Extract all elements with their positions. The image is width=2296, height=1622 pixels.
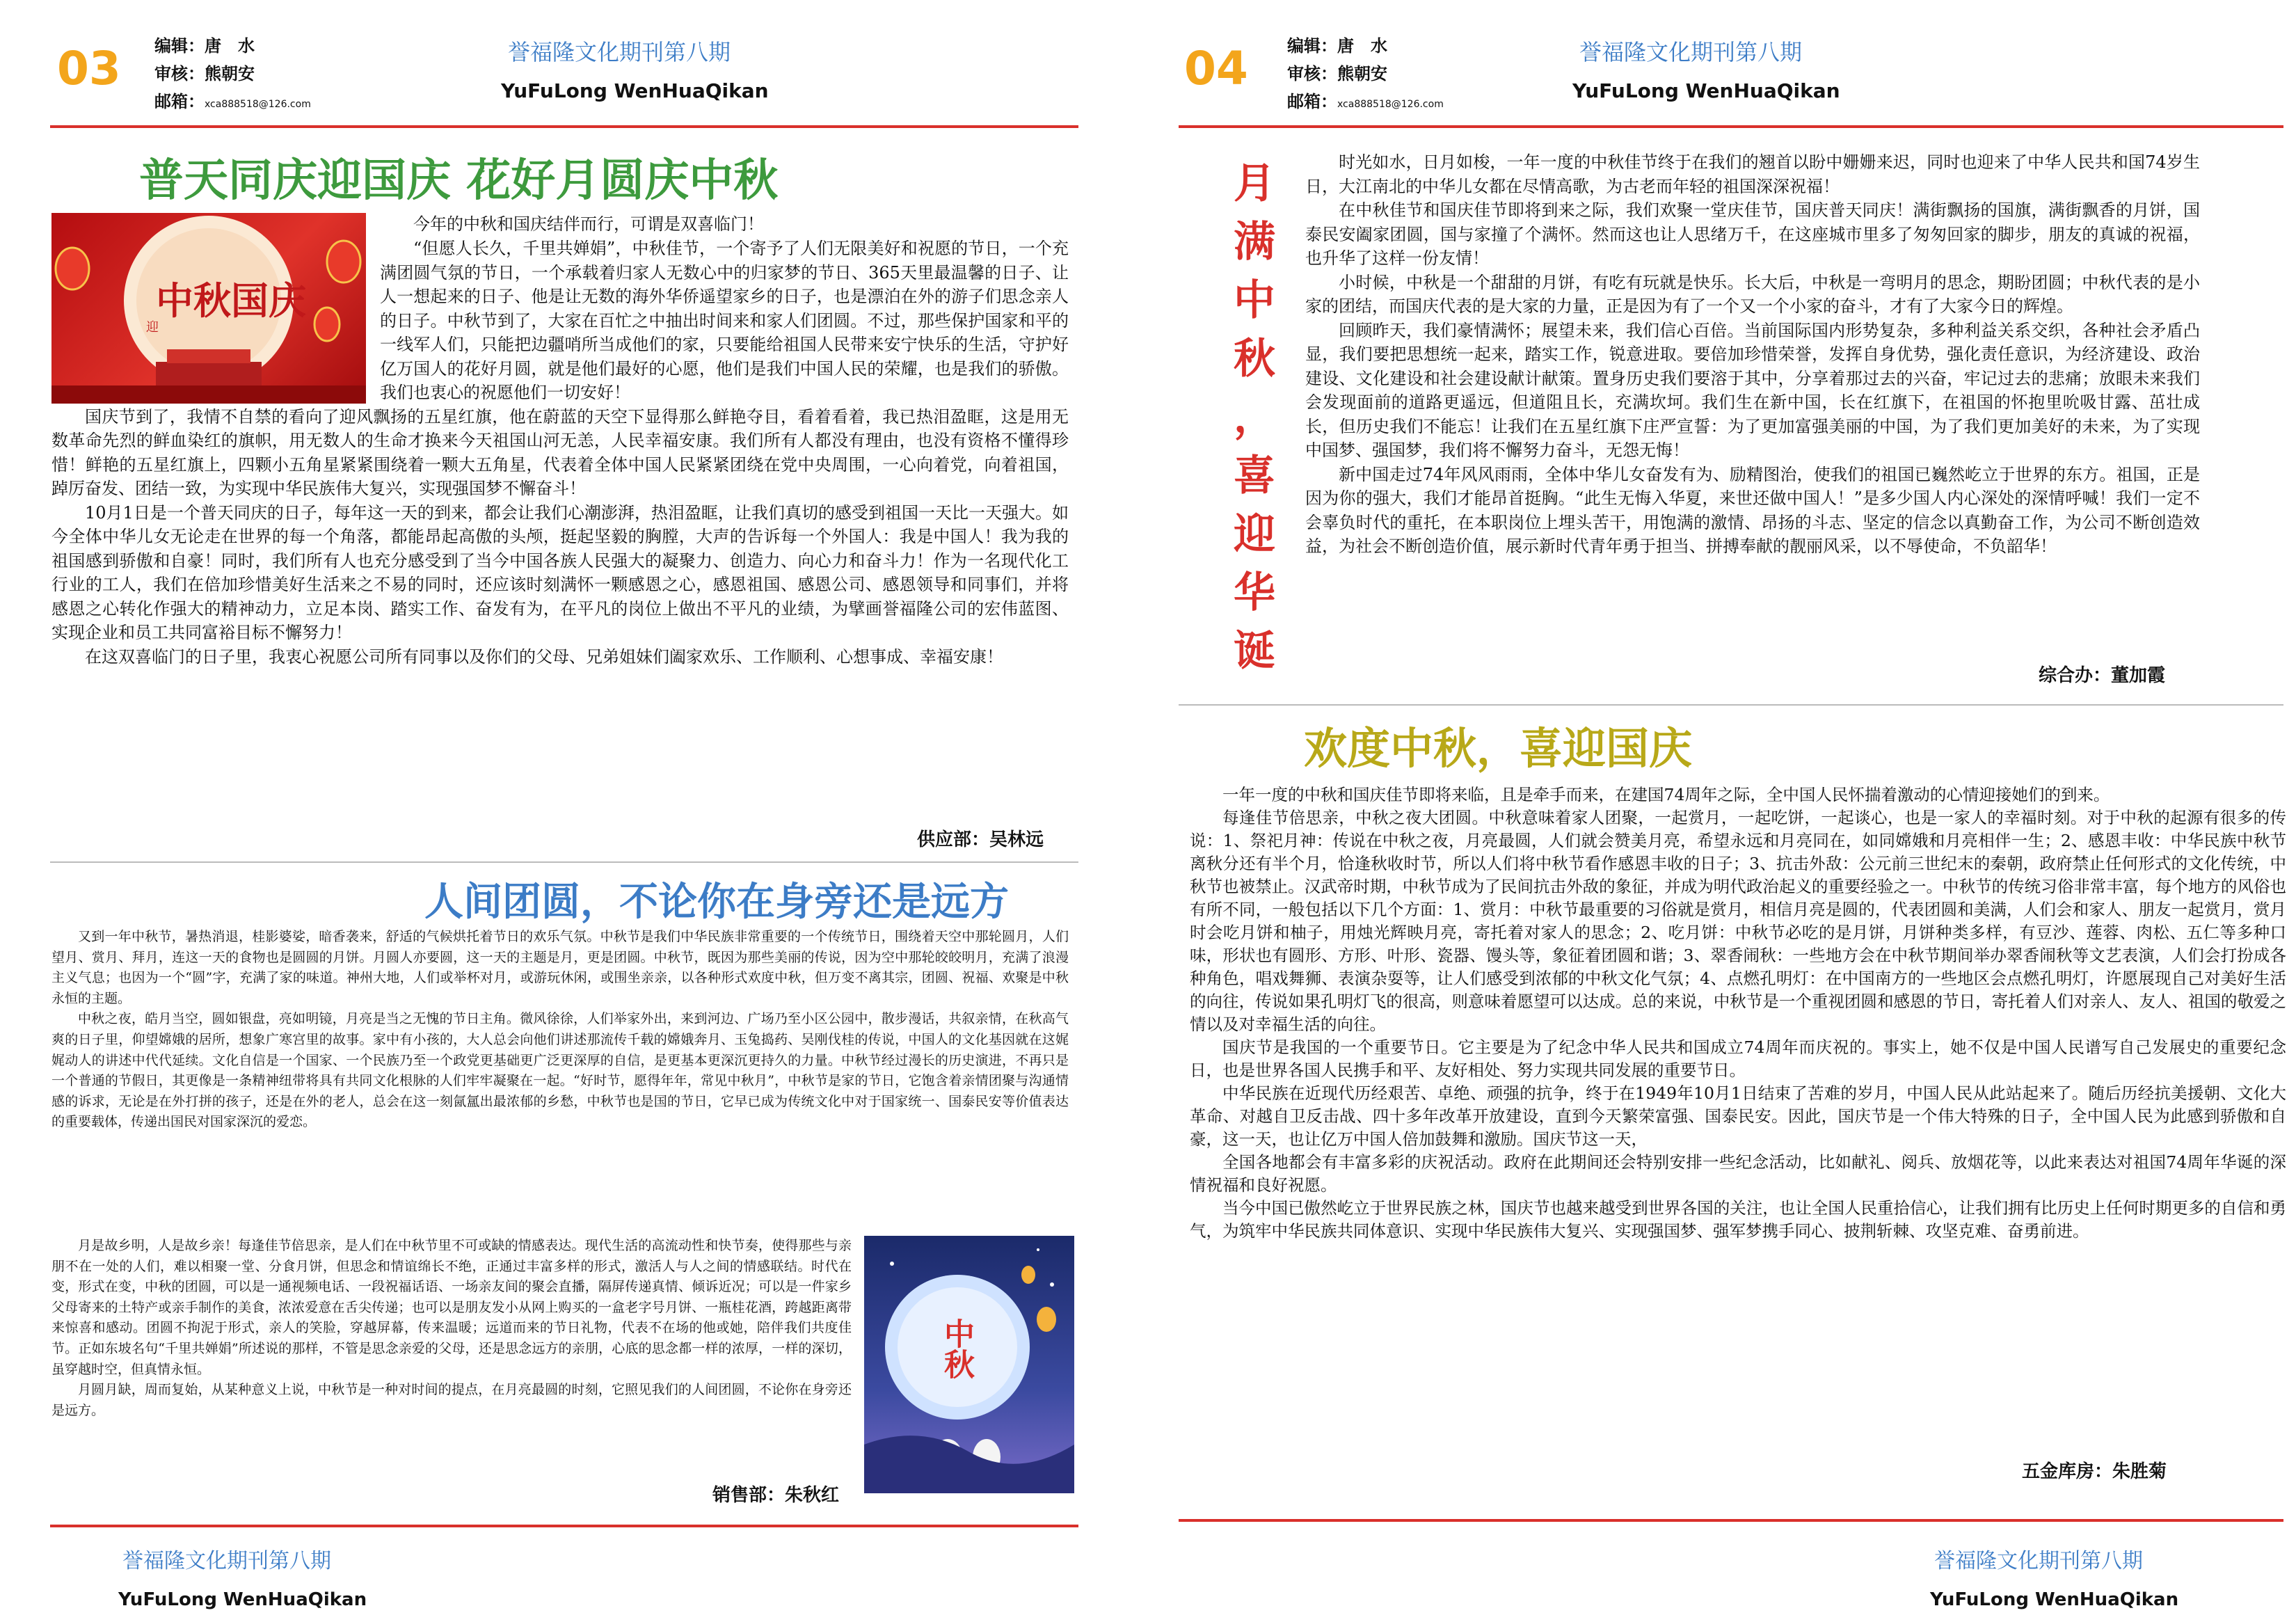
vertical-title-char: 华 xyxy=(1234,569,1275,617)
header-divider xyxy=(1179,125,2283,128)
vertical-title-char: 满 xyxy=(1234,218,1275,267)
paragraph: 国庆节到了，我情不自禁的看向了迎风飘扬的五星红旗，他在蔚蓝的天空下显得那么鲜艳夺目，看着看着，我已热泪盈眶，这是用无数革命先烈的鲜血染红的旗帜，用无数人的生命才换来今天祖国山河无恙，人民幸福安康。我们所有人都没有理由，也没有资格不懂得珍惜！鲜艳的五星红旗上，四颗小五角星紧紧围绕着一颗大五角星，代表着全体中国人民紧紧团绕在党中央周围，一心向着党，向着祖国，踔厉奋发、团结一致，为实现中华民族伟大复兴，实现强国梦不懈奋斗！ xyxy=(51,406,1069,498)
paragraph: 在这双喜临门的日子里，我衷心祝愿公司所有同事以及你们的父母、兄弟姐妹们阖家欢乐、工作顺利、心想事成、幸福安康！ xyxy=(85,646,1003,667)
section-divider xyxy=(1179,704,2283,706)
article-body xyxy=(1190,784,2286,1243)
reviewer-label: 审核：熊朝安 xyxy=(154,64,255,84)
paragraph: 每逢佳节倍思亲，中秋之夜大团圆。中秋意味着家人团聚，一起赏月，一起吃饼，一起谈心，也是一家人的幸福时刻。对于中秋的起源有很多的传说：1、祭祀月神：传说在中秋之夜，月亮最圆，人们就会赞美月亮，希望永远和月亮同在，如同嫦娥和月亮相伴一生；2、感恩丰收：中华民族中秋节离秋分还有半个月，恰逢秋收时节，所以人们将中秋节看作感恩丰收的日子；3、抗击外敌：公元前三世纪末的秦朝，政府禁止任何形式的文化传统，中秋节也被禁止。汉武帝时期，中秋节成为了民间抗击外敌的象征，并成为明代政治起义的重要经验之一。中秋节的传统习俗非常丰富，每个地方的风俗也有所不同，一般包括以下几个方面：1、赏月：中秋节最重要的习俗就是赏月，相信月亮是圆的，代表团圆和美满，人们会和家人、朋友一起赏月，赏月时会吃月饼和柚子，用烛光辉映月亮，寄托着对家人的思念；2、吃月饼：中秋节必吃的是月饼，月饼种类多样，有豆沙、莲蓉、肉松、五仁等多种口味，形状也有圆形、方形、叶形、瓷器、馒头等，象征着团圆和谐；3、翠香闹秋：一些地方会在中秋节期间举办翠香闹秋等文艺表演，人们会打扮成各种角色，唱戏舞狮、表演杂耍等，让人们感受到浓郁的中秋文化气氛；4、点燃孔明灯：在中国南方的一些地区会点燃孔明灯，许愿展现自己对美好生活的向往，传说如果孔明灯飞的很高，则意味着愿望可以达成。总的来说，中秋节是一个重视团圆和感恩的节日，寄托着人们对亲人、友人、祖国的敬爱之情以及对幸福生活的向往。 xyxy=(1190,808,2286,1034)
page-left xyxy=(0,0,1127,1622)
byline: 综合办：董加霞 xyxy=(2039,665,2166,686)
page-number: 03 xyxy=(57,42,121,95)
paragraph: 回顾昨天，我们豪情满怀；展望未来，我们信心百倍。当前国际国内形势复杂，多种利益关系交织，各种社会矛盾凸显，我们要把思想统一起来，踏实工作，锐意进取。要倍加珍惜荣誉，发挥自身优势，强化责任意识，为经济建设、政治建设、文化建设和社会建设献计献策。置身历史我们要溶于其中，分享着那过去的兴奋，牢记过去的悲痛；放眼未来我们会发现面前的道路更遥远，但道阻且长，充满坎坷。我们生在新中国，长在红旗下，在祖国的怀抱里吮吸甘露、茁壮成长，但历史我们不能忘！让我们在五星红旗下庄严宣誓：为了更加富强美丽的中国，为了我们更加美好的未来，为了实现中国梦、强国梦，我们将不懈努力奋斗，无怨无悔！ xyxy=(1305,320,2200,460)
article-intro xyxy=(380,212,1069,237)
article-body-wrapped xyxy=(51,1236,852,1421)
footer-divider xyxy=(1179,1519,2283,1522)
journal-title-en: YuFuLong WenHuaQikan xyxy=(118,1589,367,1610)
journal-title-en: YuFuLong WenHuaQikan xyxy=(1930,1589,2179,1610)
moon-rabbits-image xyxy=(864,1236,1074,1493)
journal-title-cn: 誉福隆文化期刊第八期 xyxy=(508,39,731,65)
journal-title-cn: 誉福隆文化期刊第八期 xyxy=(122,1549,331,1573)
article-title: 人间团圆，不论你在身旁还是远方 xyxy=(424,880,1009,925)
vertical-title-char: 诞 xyxy=(1234,627,1275,676)
journal-title-cn: 誉福隆文化期刊第八期 xyxy=(1579,39,1803,65)
journal-header xyxy=(1572,35,1840,102)
byline: 供应部：吴林远 xyxy=(917,829,1044,850)
email-line xyxy=(154,88,311,118)
paragraph: 10月1日是一个普天同庆的日子，每年这一天的到来，都会让我们心潮澎湃，热泪盈眶，让我们真切的感受到祖国一天比一天强大。如今全体中华儿女无论走在世界的每一个角落，都能昂起高傲的头颅，挺起坚毅的胸膛，大声的告诉每一个外国人：我是中国人！我为我的祖国感到骄傲和自豪！同时，我们所有人也充分感受到了当今中国各族人民强大的凝聚力、创造力、向心力和奋斗力！作为一名现代化工行业的工人，我们在倍加珍惜美好生活来之不易的同时，还应该时刻满怀一颗感恩之心，感恩祖国、感恩公司、感恩领导和同事们，并将感恩之心转化作强大的精神动力，立足本岗、踏实工作、奋发有为，在平凡的岗位上做出不平凡的业绩，为擘画誉福隆公司的宏伟蓝图、实现企业和员工共同富裕目标不懈努力！ xyxy=(51,502,1069,642)
page-number: 04 xyxy=(1184,42,1248,95)
article-body xyxy=(51,927,1069,1133)
vertical-title xyxy=(1223,154,1286,681)
editor-label: 编辑：唐 水 xyxy=(1287,36,1387,56)
journal-footer xyxy=(118,1543,367,1610)
paragraph: 今年的中秋和国庆结伴而行，可谓是双喜临门！ xyxy=(413,214,764,234)
paragraph: 一年一度的中秋和国庆佳节即将来临，且是牵手而来，在建国74周年之际，全中国人民怀揣着激动的心情迎接她们的到来。 xyxy=(1222,785,2110,804)
section-divider xyxy=(50,861,1078,863)
vertical-title-char: 秋 xyxy=(1234,335,1275,383)
paragraph: 小时候，中秋是一个甜甜的月饼，有吃有玩就是快乐。长大后，中秋是一弯明月的思念，期盼团圆；中秋代表的是小家的团结，而国庆代表的是大家的力量，正是因为有了一个又一个小家的奋斗，才有了大家今日的辉煌。 xyxy=(1305,272,2200,316)
email-address: xca888518@126.com xyxy=(205,99,311,110)
byline: 销售部：朱秋红 xyxy=(712,1485,840,1506)
header-divider xyxy=(50,125,1078,128)
article-title: 欢度中秋，喜迎国庆 xyxy=(1304,723,1693,774)
paragraph: 又到一年中秋节，暑热消退，桂影婆娑，暗香袭来，舒适的气候烘托着节日的欢乐气氛。中秋节是我们中华民族非常重要的一个传统节日，围绕着天空中那轮圆月，人们望月、赏月、拜月，连这一天的食物也是圆圆的月饼。月圆人亦要圆，这一天的主题是月，更是团圆。中秋节，既因为那些美丽的传说，因为空中那轮皎皎明月，充满了浪漫主义气息；也因为一个“圆”字，充满了家的味道。神州大地，人们或举杯对月，或游玩休闲，或围坐亲亲，以各种形式欢度中秋，但万变不离其宗，团圆、祝福、欢聚是中秋永恒的主题。 xyxy=(51,929,1069,1006)
article-title: 普天同庆迎国庆 花好月圆庆中秋 xyxy=(139,155,779,207)
paragraph: 中华民族在近现代历经艰苦、卓绝、顽强的抗争，终于在1949年10月1日结束了苦难的岁月，中国人民从此站起来了。随后历经抗美援朝、文化大革命、对越自卫反击战、四十多年改革开放建设，直到今天繁荣富强、国泰民安。因此，国庆节是一个伟大特殊的日子，全中国人民为此感到骄傲和自豪，这一天，也让亿万中国人倍加鼓舞和激励。国庆节这一天， xyxy=(1190,1083,2286,1149)
journal-footer xyxy=(1930,1543,2178,1610)
vertical-title-char: ， xyxy=(1234,393,1275,442)
paragraph: 中秋之夜，皓月当空，圆如银盘，亮如明镜，月亮是当之无愧的节日主角。微风徐徐，人们举家外出，来到河边、广场乃至小区公园中，散步漫话，共叙亲情，在秋高气爽的日子里，仰望嫦娥的居所，想象广寒宫里的故事。家中有小孩的，大人总会向他们讲述那流传千载的嫦娥奔月、玉兔捣药、吴刚伐桂的传说，中国人的文化基因就在这娓娓动人的讲述中代代延续。文化自信是一个国家、一个民族乃至一个政党更基础更广泛更深厚的自信，是更基本更深沉更持久的力量。中秋节经过漫长的历史演进，不再只是一个普通的节假日，其更像是一条精神纽带将具有共同文化根脉的人们牢牢凝聚在一起。“好时节，愿得年年，常见中秋月”，中秋节是家的节日，它饱含着亲情团聚与沟通情感的诉求，无论是在外打拼的孩子，还是在外的老人，总会在这一刻氤氲出最浓郁的乡愁，中秋节也是国的节日，它早已成为传统文化中对于国家统一、国泰民安等价值表达的重要载体，传递出国民对国家深沉的爱恋。 xyxy=(51,1011,1069,1130)
paragraph: 当今中国已傲然屹立于世界民族之林，国庆节也越来越受到世界各国的关注，也让全国人民重拾信心，让我们拥有比历史上任何时期更多的自信和勇气，为筑牢中华民族共同体意识、实现中华民族伟大复兴、实现强国梦、强军梦携手同心、披荆斩棘、攻坚克难、奋勇前进。 xyxy=(1190,1198,2286,1241)
vertical-title-char: 迎 xyxy=(1234,510,1275,559)
vertical-title-char: 月 xyxy=(1234,159,1275,208)
page-right xyxy=(1169,0,2296,1622)
email-label: 邮箱： xyxy=(1287,92,1337,111)
article-body xyxy=(1305,150,2200,559)
journal-title-en: YuFuLong WenHuaQikan xyxy=(1572,79,1840,102)
paragraph: 全国各地都会有丰富多彩的庆祝活动。政府在此期间还会特别安排一些纪念活动，比如献礼、阅兵、放烟花等，以此来表达对祖国74周年华诞的深情祝福和良好祝愿。 xyxy=(1190,1152,2286,1195)
journal-header xyxy=(501,35,769,102)
editor-label: 编辑：唐 水 xyxy=(154,36,255,56)
article-body xyxy=(51,237,1069,669)
vertical-title-char: 中 xyxy=(1234,276,1275,325)
paragraph: 新中国走过74年风风雨雨，全体中华儿女奋发有为、励精图治，使我们的祖国已巍然屹立于世界的东方。祖国，正是因为你的强大，我们才能昂首挺胸。“此生无悔入华夏，来世还做中国人！”是多少国人内心深处的深情呼喊！我们一定不会辜负时代的重托，在本职岗位上埋头苦干，用饱满的激情、昂扬的斗志、坚定的信念以真勤奋工作，为公司不断创造效益，为社会不断创造价值，展示新时代青年勇于担当、拼搏奉献的靓丽风采，以不辱使命，不负韶华！ xyxy=(1305,464,2200,556)
editor-info xyxy=(154,32,311,118)
paragraph: 月圆月缺，周而复始，从某种意义上说，中秋节是一种对时间的提点，在月亮最圆的时刻，它照见我们的人间团圆，不论你在身旁还是远方。 xyxy=(51,1382,852,1418)
email-address: xca888518@126.com xyxy=(1337,99,1444,110)
byline: 五金库房：朱胜菊 xyxy=(2022,1461,2167,1482)
paragraph: 月是故乡明，人是故乡亲！每逢佳节倍思亲，是人们在中秋节里不可或缺的情感表达。现代生活的高流动性和快节奏，使得那些与亲朋不在一处的人们，难以相聚一堂、分食月饼，但思念和情谊绵长不绝，正通过丰富多样的形式，激活人与人之间的情感联结。时代在变，形式在变，中秋的团圆，可以是一通视频电话、一段祝福话语、一场亲友间的聚会直播，隔屏传递真情、倾诉近况；可以是一件家乡父母寄来的土特产或亲手制作的美食，浓浓爱意在舌尖传递；也可以是朋友发小从网上购买的一盒老字号月饼、一瓶桂花酒，跨越距离带来惊喜和感动。团圆不拘泥于形式，亲人的笑脸，穿越屏幕，传来温暖；远道而来的节日礼物，代表不在场的他或她，陪伴我们共度佳节。正如东坡名句“千里共婵娟”所述说的那样，不管是思念亲爱的父母，还是思念远方的亲朋，心底的思念都一样的浓厚，一样的深切，虽穿越时空，但真情永恒。 xyxy=(51,1238,852,1377)
reviewer-label: 审核：熊朝安 xyxy=(1287,64,1387,84)
email-line xyxy=(1287,88,1444,118)
paragraph: 在中秋佳节和国庆佳节即将到来之际，我们欢聚一堂庆佳节，国庆普天同庆！满街飘扬的国旗，满街飘香的月饼，国泰民安阖家团圆，国与家撞了个满怀。然而这也让人思绪万千，在这座城市里多了匆匆回家的脚步，朋友的真诚的祝福，也升华了这样一份友情！ xyxy=(1305,200,2200,268)
image-calligraphy: 中秋国庆 xyxy=(156,279,306,323)
image-calligraphy-sub: 迎 xyxy=(146,320,159,335)
email-label: 邮箱： xyxy=(154,92,205,111)
editor-info xyxy=(1287,32,1444,118)
journal-title-cn: 誉福隆文化期刊第八期 xyxy=(1934,1549,2143,1573)
paragraph: “但愿人长久，千里共婵娟”，中秋佳节，一个寄予了人们无限美好和祝愿的节日，一个充满团圆气氛的节日，一个承载着归家人无数心中的归家梦的节日、365天里最温馨的日子、让人一想起来的日子、他是让无数的海外华侨遥望家乡的日子，也是漂泊在外的游子们思念亲人的日子。中秋节到了，大家在百忙之中抽出时间来和家人们团圆。不过，那些保护国家和平的一线军人们，只能把边疆哨所当成他们的家，只要能给祖国人民带来安宁快乐的生活，守护好亿万国人的花好月圆，就是他们最好的心愿，他们是我们中国人民的荣耀，也是我们的骄傲。我们也衷心的祝愿他们一切安好！ xyxy=(380,239,1069,402)
paragraph: 时光如水，日月如梭，一年一度的中秋佳节终于在我们的翘首以盼中姗姗来迟，同时也迎来了中华人民共和国74岁生日，大江南北的中华儿女都在尽情高歌，为古老而年轻的祖国深深祝福！ xyxy=(1305,152,2200,196)
journal-title-en: YuFuLong WenHuaQikan xyxy=(501,79,769,102)
vertical-title-char: 喜 xyxy=(1234,452,1275,500)
paragraph: 国庆节是我国的一个重要节日。它主要是为了纪念中华人民共和国成立74周年而庆祝的。事实上，她不仅是中国人民谱写自己发展史的重要纪念日，也是世界各国人民携手和平、友好相处、努力实现共同发展的重要节日。 xyxy=(1190,1037,2286,1080)
footer-divider xyxy=(50,1525,1078,1527)
image-calligraphy: 中秋 xyxy=(939,1318,974,1379)
